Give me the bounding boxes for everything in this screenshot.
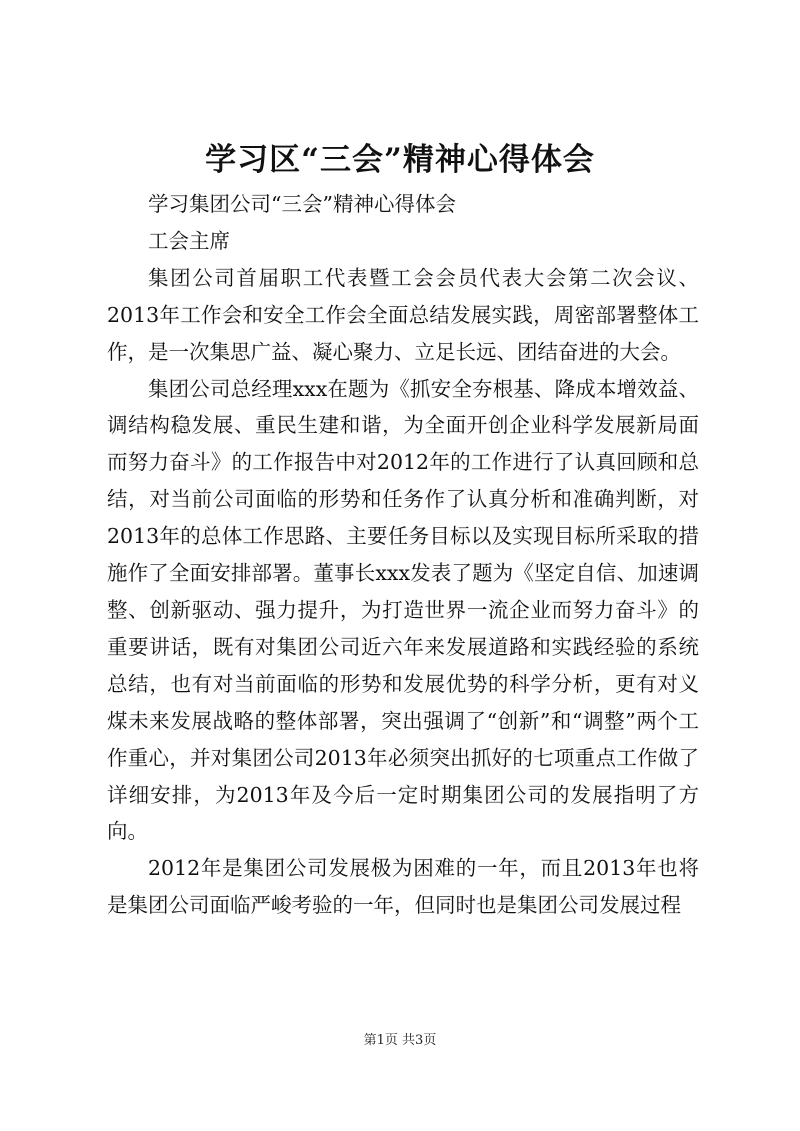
author-line: 工会主席 <box>148 228 230 253</box>
body-paragraph: 2012年是集团公司发展极为困难的一年，而且2013年也将是集团公司面临严峻考验的一年，但同时也是集团公司发展过程 <box>107 856 699 918</box>
body-paragraph: 集团公司总经理xxx在题为《抓安全夯根基、降成本增效益、调结构稳发展、重民生建和谐，为全面开创企业科学发展新局面而努力奋斗》的工作报告中对2012年的工作进行了认真回顾和总结，对当前公司面临的形势和任务作了认真分析和准确判断，对2013年的总体工作思路、主要任务目标以及实现目标所采取的措施作了全面安排部署。董事长xxx发表了题为《坚定自信、加速调整、创新驱动、强力提升，为打造世界一流企业而努力奋斗》的重要讲话，既有对集团公司近六年来发展道路和实践经验的系统总结，也有对当前面临的形势和发展优势的科学分析，更有对义煤未来发展战略的整体部署，突出强调了“创新”和“调整”两个工作重心，并对集团公司2013年必须突出抓好的七项重点工作做了详细安排，为2013年及今后一定时期集团公司的发展指明了方向。 <box>107 376 699 844</box>
page-footer: 第1页 共3页 <box>363 1033 437 1048</box>
body-paragraph: 集团公司首届职工代表暨工会会员代表大会第二次会议、2013年工作会和安全工作会全面总结发展实践，周密部署整体工作，是一次集思广益、凝心聚力、立足长远、团结奋进的大会。 <box>107 265 699 364</box>
document-title: 学习区“三会”精神心得体会 <box>205 142 595 178</box>
document-body <box>107 186 699 924</box>
subtitle-paragraph: 学习集团公司“三会”精神心得体会 <box>148 192 456 216</box>
